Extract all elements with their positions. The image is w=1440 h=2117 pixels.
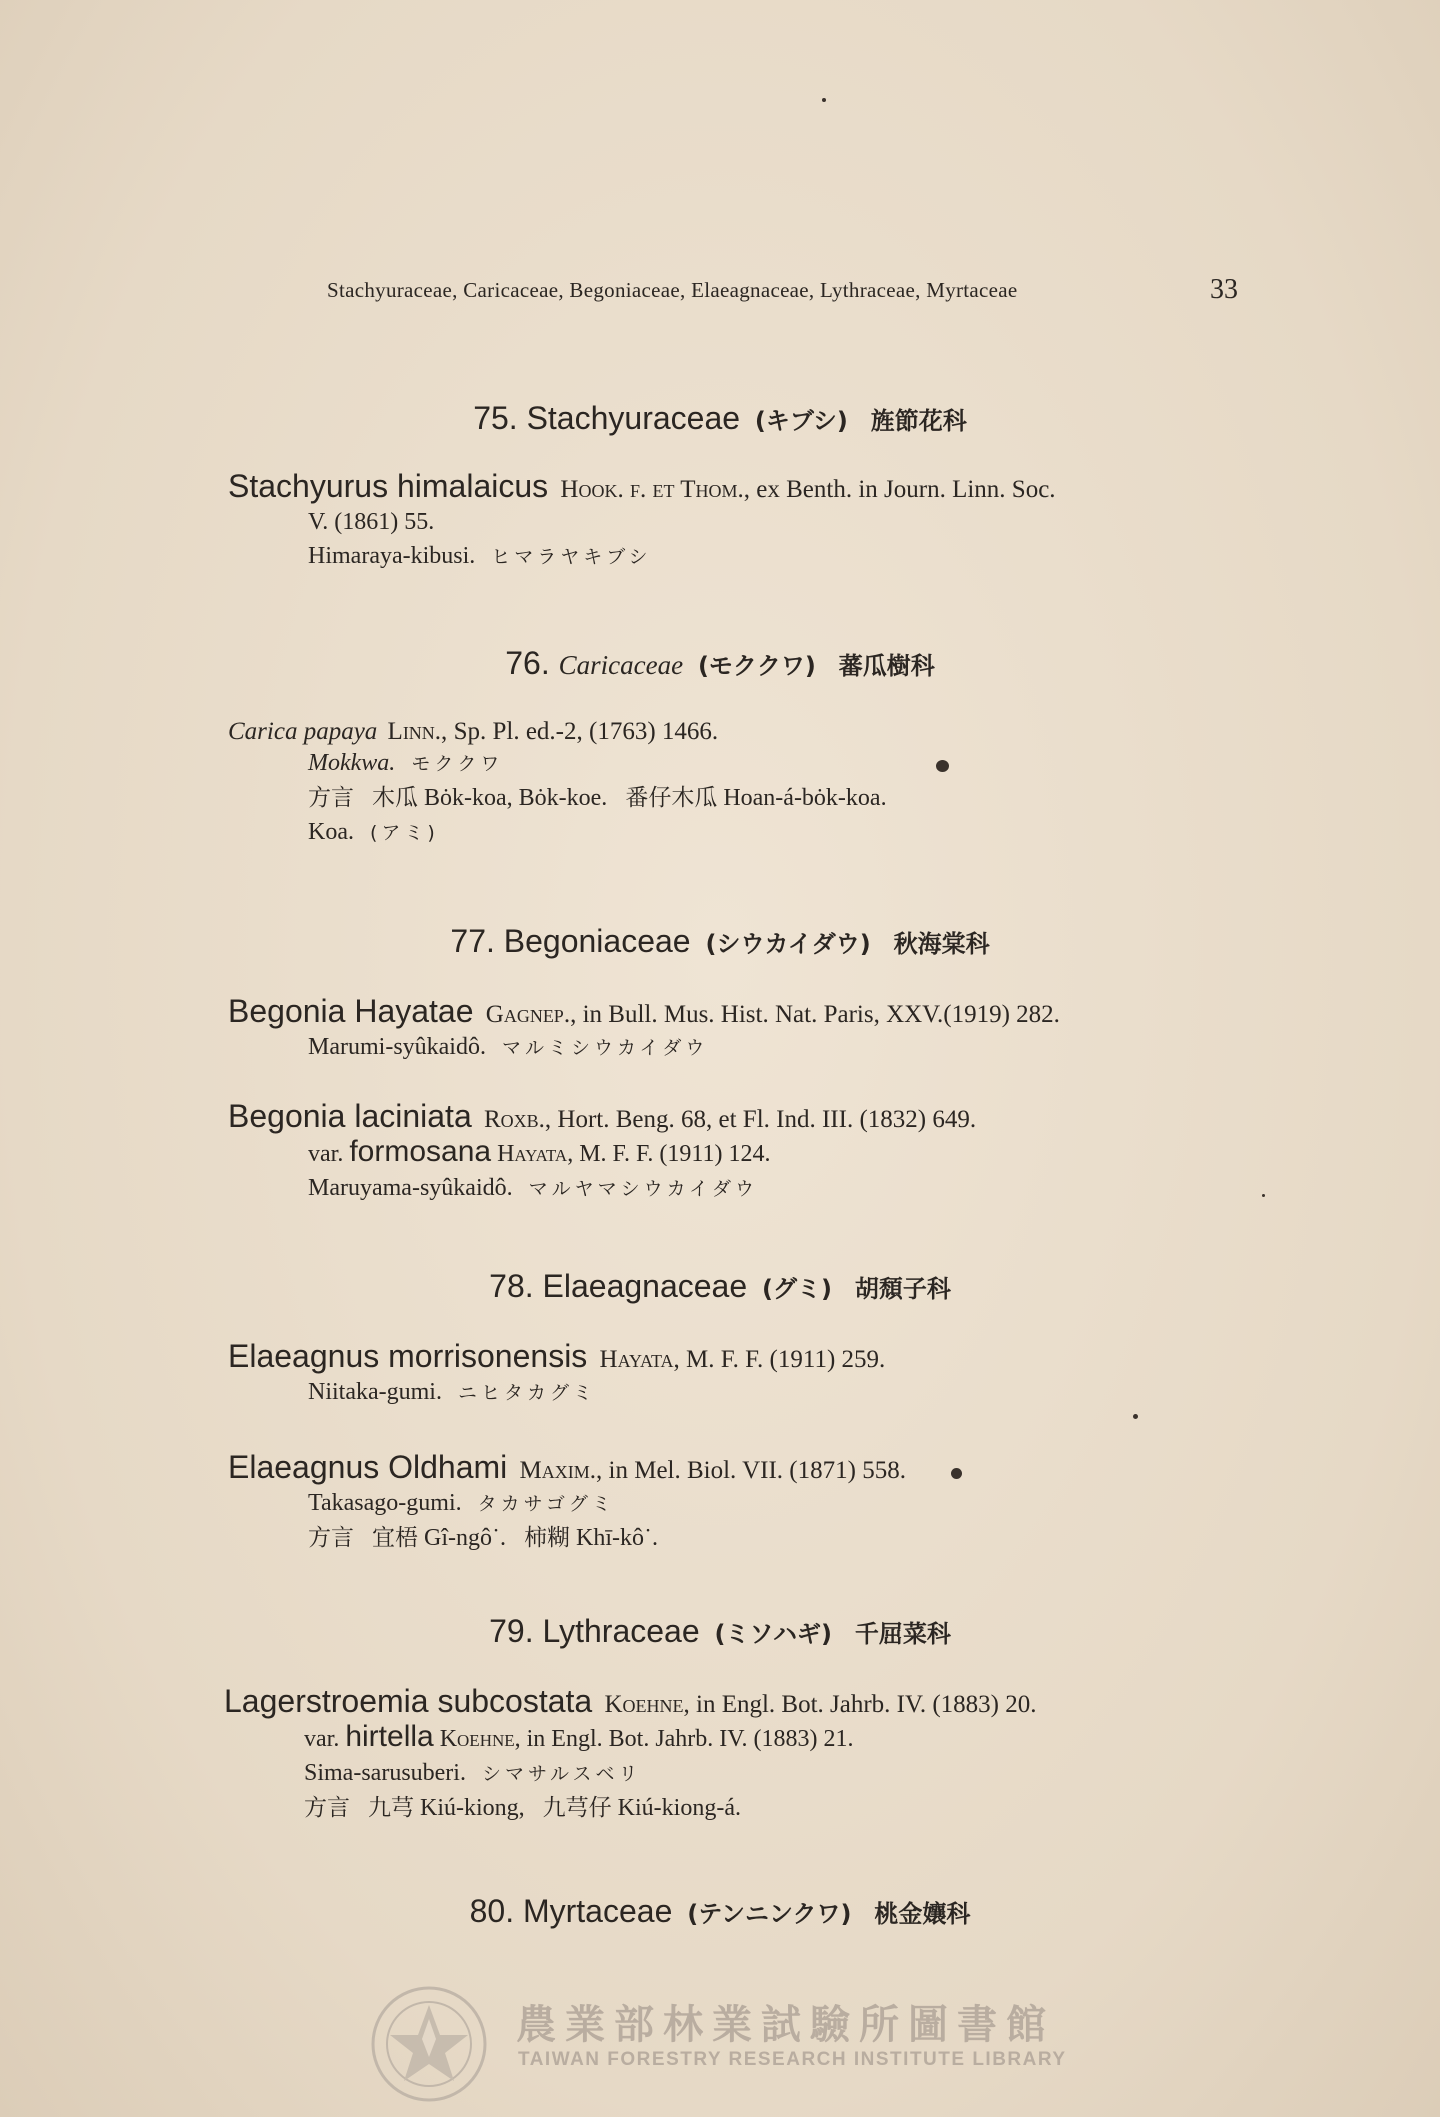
vernacular-line (228, 1375, 1258, 1410)
ink-speck (951, 1468, 962, 1479)
species-citation: Sp. Pl. ed.-2, (1763) 1466. (453, 718, 719, 745)
section-number: 77. (450, 923, 495, 959)
dialect-han: 番仔木瓜 (625, 785, 718, 811)
family-chinese: 桃金孃科 (874, 1900, 971, 1928)
species-citation: in Bull. Mus. Hist. Nat. Paris, XXV.(1919) 282. (582, 1001, 1060, 1028)
vernacular-line (228, 1030, 1258, 1065)
species-citation: in Engl. Bot. Jahrb. IV. (1883) 20. (696, 1691, 1037, 1718)
section-heading-75 (0, 400, 1440, 437)
section-number: 75. (473, 400, 518, 436)
vernacular-name: Marumi-syûkaidô. (308, 1034, 486, 1060)
dialect-han: 柿糊 (523, 1525, 570, 1551)
variety-author: Hayata, (497, 1141, 574, 1167)
variety-label: var. (308, 1141, 344, 1167)
vernacular-name: Takasago-gumi. (308, 1490, 462, 1516)
dialect-romanized: Hoan-á-bȯk-koa. (723, 785, 887, 811)
family-name: Caricaceae (558, 650, 684, 680)
library-name-english: TAIWAN FORESTRY RESEARCH INSTITUTE LIBRARY (518, 2049, 1067, 2070)
family-japanese: (キブシ) (754, 407, 848, 435)
dialect-han: 宜梧 (372, 1525, 418, 1551)
vernacular-line (228, 746, 1258, 781)
vernacular-name: Himaraya-kibusi. (308, 543, 476, 569)
dialect-line (228, 781, 1258, 815)
vernacular-kana: モククワ (411, 753, 504, 775)
family-name: Lythraceae (542, 1613, 700, 1649)
species-author: Linn., (387, 718, 448, 745)
section-heading-80 (0, 1893, 1440, 1930)
page-number: 33 (1210, 274, 1238, 305)
section-number: 79. (489, 1613, 534, 1649)
species-citation: ex Benth. in Journ. Linn. Soc. (756, 476, 1056, 503)
variety-label: var. (304, 1726, 340, 1752)
vernacular-line (224, 1756, 1254, 1791)
variety-name: hirtella (345, 1720, 434, 1753)
dialect-han: 九芎 (368, 1795, 414, 1821)
family-name: Begoniaceae (503, 923, 691, 959)
dialect-label: 方言 (308, 1525, 354, 1551)
species-name: Lagerstroemia subcostata (224, 1683, 593, 1719)
species-entry (228, 1338, 1258, 1410)
dialect-han: 九芎仔 (542, 1795, 612, 1821)
family-japanese: (モククワ) (697, 652, 816, 680)
species-name: Elaeagnus Oldhami (228, 1449, 508, 1485)
section-heading-77 (0, 923, 1440, 960)
dialect-romanized: Khī-kô˙. (575, 1525, 658, 1551)
aboriginal-name: Koa. (308, 819, 354, 845)
family-japanese: (シウカイダウ) (705, 930, 871, 958)
family-chinese: 千屈菜科 (854, 1620, 951, 1648)
variety-citation: in Engl. Bot. Jahrb. IV. (1883) 21. (526, 1726, 854, 1752)
species-author: Gagnep., (485, 1001, 577, 1028)
species-name: Begonia laciniata (228, 1098, 472, 1134)
variety-author: Koehne, (439, 1726, 521, 1752)
variety-citation: M. F. F. (1911) 124. (579, 1141, 771, 1167)
variety-line (224, 1720, 1254, 1756)
species-citation: M. F. F. (1911) 259. (686, 1346, 886, 1373)
citation-continued: V. (1861) 55. (308, 509, 435, 535)
dialect-romanized: Bȯk-koa, Bȯk-koe. (424, 785, 608, 811)
section-number: 78. (489, 1268, 534, 1304)
vernacular-kana: タカサゴグミ (477, 1493, 615, 1515)
ink-speck (936, 760, 949, 772)
vernacular-kana: ヒマラヤキブシ (491, 546, 652, 568)
species-name: Begonia Hayatae (228, 993, 474, 1029)
family-japanese: (テンニンクワ) (687, 1900, 852, 1928)
species-author: Hook. f. et Thom., (560, 476, 751, 503)
vernacular-kana: マルミシウカイダウ (501, 1037, 709, 1059)
dialect-line (224, 1791, 1254, 1825)
dialect-label: 方言 (308, 785, 354, 811)
section-heading-78 (0, 1268, 1440, 1305)
family-name: Stachyuraceae (526, 400, 741, 436)
species-name: Elaeagnus morrisonensis (228, 1338, 588, 1374)
vernacular-line (228, 1171, 1258, 1206)
vernacular-kana: ニヒタカグミ (457, 1382, 596, 1404)
species-entry (228, 718, 1258, 850)
species-author: Hayata, (599, 1346, 680, 1373)
section-number: 80. (469, 1893, 515, 1929)
aboriginal-group-kana: (アミ) (369, 822, 439, 844)
aboriginal-name-line (228, 815, 1258, 850)
ink-speck (822, 98, 826, 102)
library-seal-icon (370, 1985, 488, 2103)
variety-line (228, 1135, 1258, 1171)
section-heading-79 (0, 1613, 1440, 1650)
species-entry (228, 1449, 1258, 1555)
species-name: Stachyurus himalaicus (228, 468, 549, 504)
section-heading-76 (0, 645, 1440, 682)
family-japanese: (グミ) (762, 1275, 832, 1303)
dialect-romanized: Kiú-kiong-á. (617, 1795, 741, 1821)
dialect-romanized: Kiú-kiong, (420, 1795, 525, 1821)
vernacular-name: Sima-sarusuberi. (304, 1760, 466, 1786)
library-name-chinese: 農業部林業試驗所圖書館 (516, 2002, 1055, 2048)
vernacular-line (228, 1486, 1258, 1521)
species-entry (224, 1683, 1254, 1825)
library-watermark (370, 1985, 1090, 2105)
running-head: Stachyuraceae, Caricaceae, Begoniaceae, Elaeagnaceae, Lythraceae, Myrtaceae (327, 278, 1018, 302)
family-name: Myrtaceae (522, 1893, 673, 1929)
species-author: Koehne, (604, 1691, 690, 1718)
family-name: Elaeagnaceae (542, 1268, 748, 1304)
species-entry (228, 468, 1258, 574)
variety-name: formosana (349, 1135, 492, 1168)
family-chinese: 胡頹子科 (854, 1275, 951, 1303)
family-chinese: 旌節花科 (870, 407, 967, 435)
species-name: Carica papaya (228, 718, 378, 745)
family-chinese: 蕃瓜樹科 (838, 652, 935, 680)
species-author: Roxb., (483, 1106, 552, 1133)
family-japanese: (ミソハギ) (714, 1620, 832, 1648)
species-entry (228, 1098, 1258, 1206)
ink-speck (1262, 1194, 1265, 1197)
dialect-han: 木瓜 (372, 785, 418, 811)
vernacular-name: Maruyama-syûkaidô. (308, 1175, 513, 1201)
species-citation: Hort. Beng. 68, et Fl. Ind. III. (1832) 649. (557, 1106, 977, 1133)
vernacular-line (228, 539, 1258, 574)
vernacular-name: Niitaka-gumi. (308, 1379, 442, 1405)
section-number: 76. (505, 645, 550, 681)
species-entry (228, 993, 1258, 1065)
dialect-label: 方言 (304, 1795, 350, 1821)
vernacular-name: Mokkwa. (308, 750, 396, 776)
family-chinese: 秋海棠科 (893, 930, 990, 958)
dialect-romanized: Gî-ngô˙. (424, 1525, 506, 1551)
dialect-line (228, 1521, 1258, 1555)
species-author: Maxim., (519, 1457, 603, 1484)
ink-speck (1133, 1414, 1138, 1419)
vernacular-kana: マルヤマシウカイダウ (528, 1178, 759, 1200)
species-citation: in Mel. Biol. VII. (1871) 558. (608, 1457, 906, 1484)
vernacular-kana: シマサルスベリ (481, 1763, 642, 1785)
